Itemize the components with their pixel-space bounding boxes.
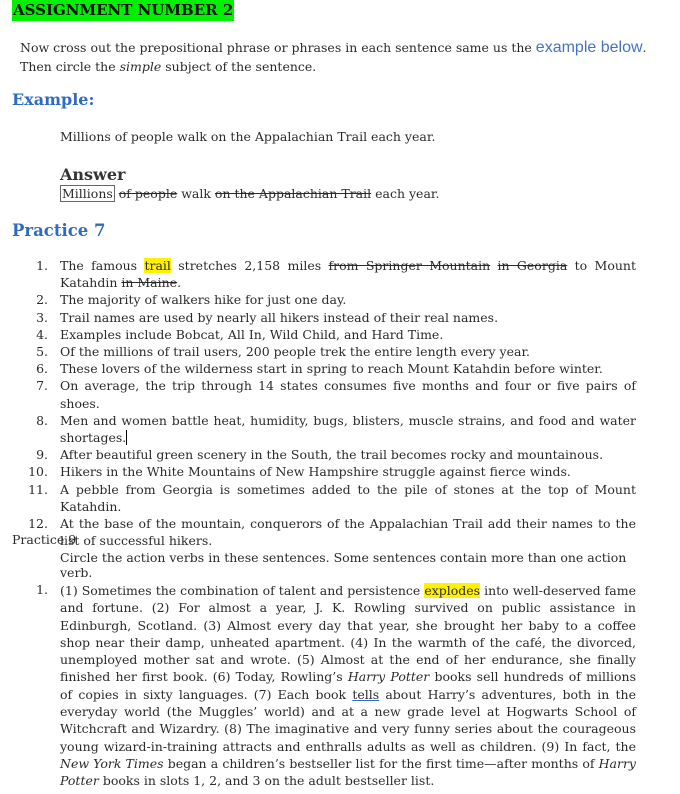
item-text: Trail names are used by nearly all hikers instead of their real names. xyxy=(60,309,499,325)
item-number: 10. xyxy=(28,464,48,480)
item-number: 11. xyxy=(28,481,48,497)
list-item xyxy=(20,309,636,326)
italic-title: New York Times xyxy=(60,755,164,771)
item-number: 1. xyxy=(36,582,48,597)
item-number: 3. xyxy=(36,309,48,325)
text-run: (1) Sometimes the combination of talent and persistence xyxy=(60,583,425,598)
answer-end: each year. xyxy=(375,186,440,201)
example-below-link[interactable]: example below xyxy=(535,39,643,56)
answer-sentence xyxy=(60,186,440,201)
paragraph-text xyxy=(60,582,636,790)
instructions-paragraph xyxy=(20,38,660,76)
list-item xyxy=(20,463,636,480)
item-text: Examples include Bobcat, All In, Wild Child, and Hard Time. xyxy=(60,326,444,342)
item-text: Men and women battle heat, humidity, bugs, blisters, muscle strains, and food and water shortages. xyxy=(60,412,636,446)
item-text: Of the millions of trail users, 200 people trek the entire length every year. xyxy=(60,344,531,360)
item-text: stretches 2,158 miles xyxy=(170,258,329,273)
crossed-phrase: from Springer Mountain xyxy=(328,258,491,273)
text-run: into well-deserved fame and fortune. (2) For almost a year, J. K. Rowling survived on public assistance in Edinburgh, Scotland. (3) Almost every day that year, she brought her baby to a coffee shop near their damp, unheated apartment. (4) In the warmth of the café, the divorced, unemployed mother sat and wrote. (5) Almost at the end of her endurance, she finally finished her first book. (6) Today, Rowling’s xyxy=(60,583,636,685)
practice-7-heading: Practice 7 xyxy=(12,221,106,240)
text-run: books in slots 1, 2, and 3 on the adult bestseller list. xyxy=(98,773,435,789)
assignment-title: ASSIGNMENT NUMBER 2 xyxy=(13,1,234,19)
list-item xyxy=(20,446,636,463)
list-item xyxy=(20,343,636,360)
list-item xyxy=(20,360,636,377)
list-item xyxy=(20,481,636,515)
italic-title: Harry Potter xyxy=(347,669,430,685)
answer-heading: Answer xyxy=(60,165,126,184)
answer-verb: walk xyxy=(181,186,211,201)
list-item xyxy=(20,412,636,446)
item-text: to Mount Katahdin xyxy=(60,258,636,291)
highlighted-verb: explodes xyxy=(424,583,481,598)
item-text: On average, the trip through 14 states consumes five months and four or five pairs of shoes. xyxy=(60,378,636,411)
item-text: The majority of walkers hike for just one day. xyxy=(60,292,347,308)
practice-9-heading: Practice 9 xyxy=(12,532,77,547)
italic-title: Harry Potter xyxy=(60,755,636,789)
example-sentence: Millions of people walk on the Appalachian Trail each year. xyxy=(60,129,436,144)
item-text: After beautiful green scenery in the South, the trail becomes rocky and mountainous. xyxy=(60,447,604,463)
item-text: At the base of the mountain, conquerors of the Appalachian Trail add their names to the list of successful hikers. xyxy=(60,516,636,549)
underlined-verb: tells xyxy=(352,686,380,702)
text-run: books sell hundreds of millions of copies in sixty languages. (7) Each book xyxy=(60,669,636,702)
item-number: 12. xyxy=(28,516,48,532)
instructions-text: Now cross out the prepositional phrase or phrases in each sentence same us the xyxy=(20,40,536,55)
practice-7-list xyxy=(20,257,636,549)
item-number: 6. xyxy=(36,361,48,377)
crossed-phrase: of people xyxy=(118,186,178,201)
emphasis-simple: simple xyxy=(119,59,162,74)
text-run: about Harry’s adventures, both in the everyday world (the Muggles’ world) and at a new grade level at Hogwarts School of Witchcraft and Wizardry. (8) The imaginative and very funny series about the courageous young wizard-in-training attracts and enthralls adults as well as children. (9) In fact, the xyxy=(60,686,636,754)
example-heading: Example: xyxy=(12,90,95,109)
highlighted-subject: trail xyxy=(144,258,171,273)
item-number: 2. xyxy=(36,292,48,308)
instructions-text: . Then circle the xyxy=(20,40,647,74)
crossed-phrase: in Maine xyxy=(121,275,178,291)
list-item xyxy=(20,377,636,411)
instructions-text: subject of the sentence. xyxy=(161,59,317,74)
item-text: Hikers in the White Mountains of New Hampshire struggle against fierce winds. xyxy=(60,464,571,480)
list-item xyxy=(20,291,636,308)
item-number: 9. xyxy=(36,447,48,463)
item-text: A pebble from Georgia is sometimes added to the pile of stones at the top of Mount Katahdin. xyxy=(60,481,636,514)
crossed-phrase: on the Appalachian Trail xyxy=(214,186,372,201)
crossed-phrase: in Georgia xyxy=(497,258,568,273)
item-text: The famous xyxy=(60,258,145,273)
item-number: 4. xyxy=(36,326,48,342)
item-number: 7. xyxy=(36,378,48,394)
practice-9-instruction: Circle the action verbs in these sentences. Some sentences contain more than one action verb. xyxy=(60,550,627,580)
practice-9-paragraph xyxy=(20,582,636,790)
circled-subject: Millions xyxy=(62,186,113,201)
list-item xyxy=(20,326,636,343)
item-number: 8. xyxy=(36,412,48,428)
list-item xyxy=(20,257,636,291)
item-number: 1. xyxy=(36,258,48,273)
item-text: These lovers of the wilderness start in spring to reach Mount Katahdin before winter. xyxy=(60,361,603,377)
item-number: 5. xyxy=(36,344,48,360)
item-text: . xyxy=(177,275,182,291)
list-item xyxy=(20,515,636,549)
item-text xyxy=(490,258,497,273)
text-run: began a children’s bestseller list for the first time—after months of xyxy=(163,755,599,771)
